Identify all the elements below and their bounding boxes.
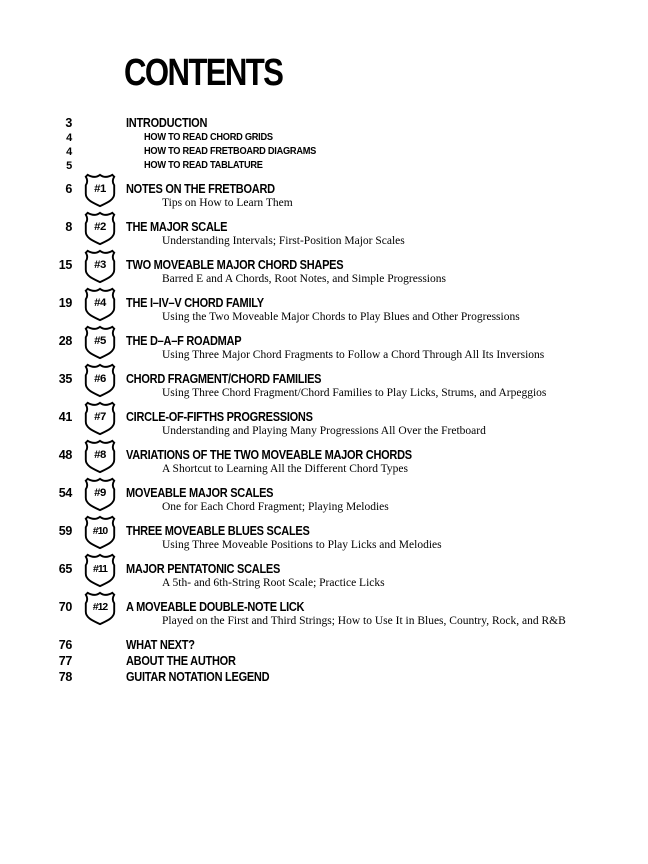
toc-entry-tablature[interactable]: HOW TO READ TABLATURE xyxy=(144,159,263,171)
page-number: 76 xyxy=(58,638,72,652)
badge-label: #12 xyxy=(92,601,108,613)
shield-icon xyxy=(81,552,119,588)
shield-icon xyxy=(81,286,119,322)
shield-icon xyxy=(81,210,119,246)
badge-label: #10 xyxy=(92,525,108,537)
page-number: 48 xyxy=(58,448,72,462)
shield-icon xyxy=(81,514,119,550)
page-number: 70 xyxy=(58,600,72,614)
page-title: CONTENTS xyxy=(124,52,283,94)
toc-entry-subtitle: Using the Two Moveable Major Chords to Play Blues and Other Progressions xyxy=(162,311,520,323)
page-number: 65 xyxy=(58,562,72,576)
badge-label: #7 xyxy=(94,410,106,423)
page-number: 3 xyxy=(65,116,72,130)
toc-entry-subtitle: A 5th- and 6th-String Root Scale; Practice Licks xyxy=(162,577,385,589)
toc-entry-introduction[interactable]: INTRODUCTION xyxy=(126,116,208,130)
badge-label: #5 xyxy=(94,334,106,347)
toc-entry-title[interactable]: TWO MOVEABLE MAJOR CHORD SHAPES xyxy=(126,258,344,272)
page-number: 4 xyxy=(66,132,72,144)
toc-entry-subtitle: Tips on How to Learn Them xyxy=(162,197,293,209)
toc-entry-title[interactable]: CIRCLE-OF-FIFTHS PROGRESSIONS xyxy=(126,410,313,424)
badge-label: #1 xyxy=(94,182,106,195)
page-number: 6 xyxy=(65,182,72,196)
shield-icon xyxy=(81,362,119,398)
page-number: 35 xyxy=(58,372,72,386)
page-number: 78 xyxy=(58,670,72,684)
toc-entry-title[interactable]: A MOVEABLE DOUBLE-NOTE LICK xyxy=(126,600,305,614)
shield-icon xyxy=(81,248,119,284)
toc-entry-title[interactable]: MOVEABLE MAJOR SCALES xyxy=(126,486,274,500)
badge-label: #2 xyxy=(94,220,106,233)
shield-icon xyxy=(81,400,119,436)
toc-entry-fretboard-diagrams[interactable]: HOW TO READ FRETBOARD DIAGRAMS xyxy=(144,145,317,157)
toc-entry-subtitle: Barred E and A Chords, Root Notes, and Simple Progressions xyxy=(162,273,446,285)
badge-label: #8 xyxy=(94,448,106,461)
page-number: 5 xyxy=(66,160,72,172)
page-number: 59 xyxy=(58,524,72,538)
page-number: 77 xyxy=(58,654,72,668)
toc-entry-about-author[interactable]: ABOUT THE AUTHOR xyxy=(126,654,236,668)
toc-entry-title[interactable]: THE I–IV–V CHORD FAMILY xyxy=(126,296,264,310)
toc-entry-subtitle: One for Each Chord Fragment; Playing Melodies xyxy=(162,501,389,513)
toc-entry-subtitle: Using Three Major Chord Fragments to Follow a Chord Through All Its Inversions xyxy=(162,349,545,361)
shield-icon xyxy=(81,172,119,208)
toc-entry-subtitle: Understanding Intervals; First-Position Major Scales xyxy=(162,235,405,247)
toc-entry-title[interactable]: THE D–A–F ROADMAP xyxy=(126,334,242,348)
badge-label: #9 xyxy=(94,486,106,499)
badge-label: #6 xyxy=(94,372,106,385)
toc-entry-chord-grids[interactable]: HOW TO READ CHORD GRIDS xyxy=(144,131,273,143)
page-number: 41 xyxy=(58,410,72,424)
badge-label: #3 xyxy=(94,258,106,271)
shield-icon xyxy=(81,324,119,360)
shield-icon xyxy=(81,476,119,512)
toc-entry-title[interactable]: MAJOR PENTATONIC SCALES xyxy=(126,562,281,576)
toc-entry-title[interactable]: NOTES ON THE FRETBOARD xyxy=(126,182,275,196)
toc-entry-title[interactable]: CHORD FRAGMENT/CHORD FAMILIES xyxy=(126,372,322,386)
toc-entry-subtitle: Using Three Chord Fragment/Chord Families to Play Licks, Strums, and Arpeggios xyxy=(162,387,547,399)
toc-entry-notation-legend[interactable]: GUITAR NOTATION LEGEND xyxy=(126,670,270,684)
toc-entry-title[interactable]: VARIATIONS OF THE TWO MOVEABLE MAJOR CHORDS xyxy=(126,448,412,462)
toc-entry-title[interactable]: THREE MOVEABLE BLUES SCALES xyxy=(126,524,310,538)
page-number: 19 xyxy=(58,296,72,310)
toc-entry-title[interactable]: THE MAJOR SCALE xyxy=(126,220,228,234)
badge-label: #4 xyxy=(94,296,106,309)
page-number: 4 xyxy=(66,146,72,158)
shield-icon xyxy=(81,438,119,474)
toc-entry-subtitle: Played on the First and Third Strings; How to Use It in Blues, Country, Rock, and R&B xyxy=(162,615,566,627)
page-number: 54 xyxy=(58,486,72,500)
page-number: 15 xyxy=(58,258,72,272)
page-number: 8 xyxy=(65,220,72,234)
toc-entry-what-next[interactable]: WHAT NEXT? xyxy=(126,638,195,652)
page-number: 28 xyxy=(58,334,72,348)
badge-label: #11 xyxy=(93,563,107,575)
toc-entry-subtitle: Understanding and Playing Many Progressions All Over the Fretboard xyxy=(162,425,486,437)
toc-entry-subtitle: Using Three Moveable Positions to Play Licks and Melodies xyxy=(162,539,442,551)
toc-entry-subtitle: A Shortcut to Learning All the Different Chord Types xyxy=(162,463,408,475)
shield-icon xyxy=(81,590,119,626)
